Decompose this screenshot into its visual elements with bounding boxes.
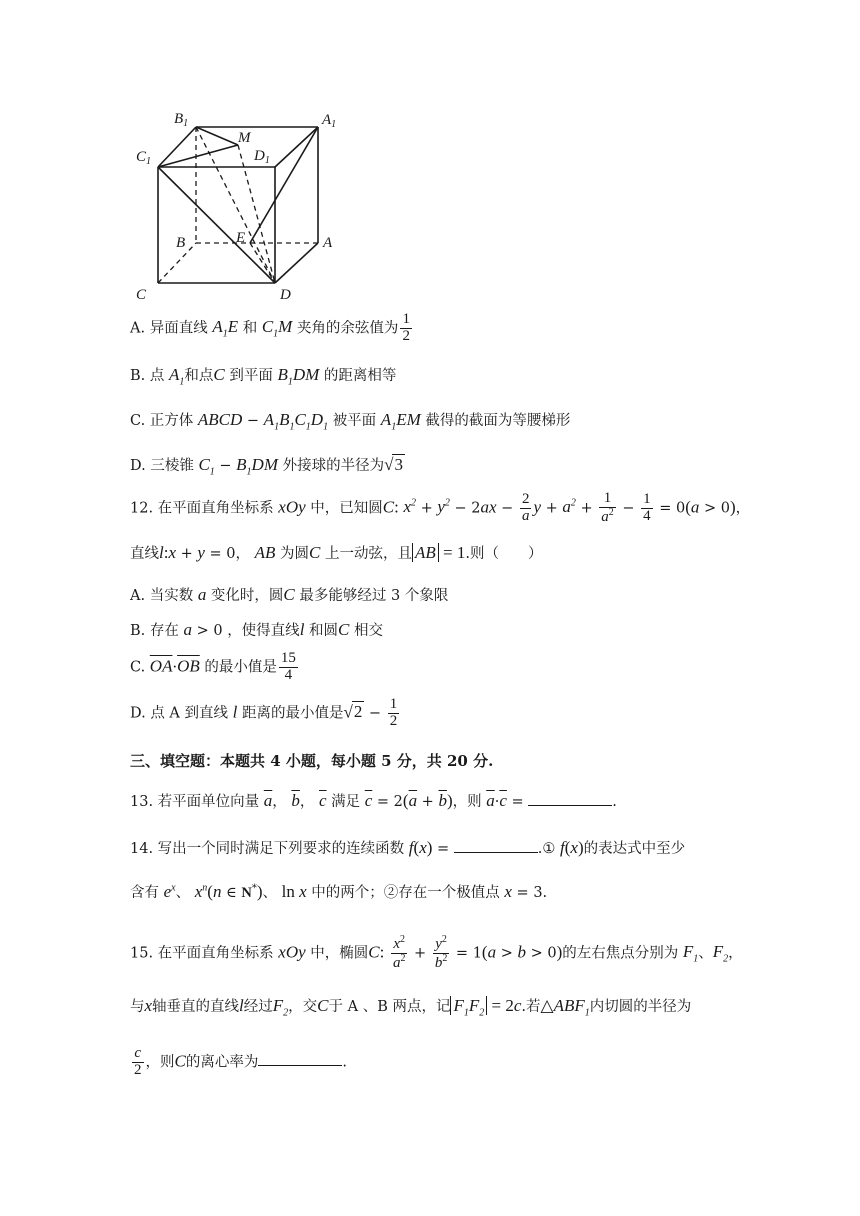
q11-option-a: A. 异面直线 $A_1E$ 和 $C_1M$ 夹角的余弦值为 $\frac{1}{2}$ <box>130 311 410 344</box>
q15-answer-blank <box>258 1051 342 1066</box>
q11-option-b: B. 点 $A_1$和点C 到平面 $B_1DM$ 的距离相等 <box>130 365 397 388</box>
q14-line1: 14. 写出一个同时满足下列要求的连续函数 f(x) = .① f(x)的表达式中至少 <box>130 838 686 857</box>
label-a1: $A_1$ <box>322 112 337 130</box>
label-d: D <box>280 287 291 303</box>
label-d1: $D_1$ <box>254 148 270 166</box>
q11-option-c: C. 正方体 ABCD − $A_1B_1C_1D_1$ 被平面 $A_1EM$ 截得的截面为等腰梯形 <box>130 410 571 433</box>
label-c: C <box>136 287 147 303</box>
label-b1: $B_1$ <box>174 111 189 129</box>
q12-stem-line1: 12. 在平面直角坐标系 xOy 中，已知圆C: $x^2 + y^2 - 2ax$ − $\frac{2}{a}$ $y + a^2$ + $\frac{1}{a^2}$ − $\frac{1}{4}$ = 0(a > 0)， <box>130 490 751 525</box>
q11-option-d: D. 三棱锥 $C_1 - B_1DM$ 外接球的半径为√3 <box>130 455 403 478</box>
q15-line2: 与x轴垂直的直线l经过$F_2$，交C于 A 、B 两点，记 $F_1F_2 = 2c$.若$\triangle ABF_1$内切圆的半径为 <box>130 996 692 1019</box>
label-a: A <box>323 235 333 251</box>
q13-answer-blank <box>528 791 612 806</box>
seg-b1-m <box>196 127 238 145</box>
q14-answer-blank <box>454 838 538 853</box>
q12-option-d: D. 点 A 到直线 l 距离的最小值是√2 − $\frac{1}{2}$ <box>130 696 398 729</box>
label-m: M <box>238 130 251 146</box>
seg-c1-m <box>158 145 238 167</box>
q15-line3: $\frac{c}{2}$ ，则C的离心率为 . <box>134 1045 347 1078</box>
q15-line1: 15. 在平面直角坐标系 xOy 中，椭圆C: $\frac{x^2}{a^2}$ + $\frac{y^2}{b^2}$ = 1(a > b > 0)的左右焦点分别为 $F_1$、$F_2$， <box>130 934 743 971</box>
cube-figure <box>130 105 360 305</box>
q14-line2: 含有 $e^x$、 $x^n(n$ ∈ N*)、 ln x 中的两个；②存在一个极值点 x = 3. <box>130 882 548 901</box>
section-title: 三、填空题：本题共 4 小题，每小题 5 分，共 20 分. <box>130 752 494 770</box>
edge-d-a <box>275 243 318 283</box>
q12-option-b: B. 存在 a > 0 ，使得直线l 和圆C 相交 <box>130 620 383 639</box>
edge-d1-a1 <box>275 127 318 167</box>
q12-option-c: C. $\overline{OA}\cdot\overline{OB}$ 的最小值是 $\frac{15}{4}$ <box>130 650 296 683</box>
q12-option-a: A. 当实数 a 变化时，圆C 最多能够经过 3 个象限 <box>130 585 449 604</box>
label-e: E <box>236 230 246 246</box>
seg-c1-d <box>158 167 275 283</box>
q13: 13. 若平面单位向量 $\overline{a}$， $\overline{b}$， $\overline{c}$ 满足 $\overline{c} = 2(\overline{a} + \overline{b})$，则 $\overline{a}\cdot\overline{c}$ = . <box>130 791 617 810</box>
label-c1: $C_1$ <box>136 149 152 167</box>
label-b: B <box>176 235 186 251</box>
q12-stem-line2: 直线l:x + y = 0， AB 为圆C 上一动弦，且 AB = 1.则（ ） <box>130 543 543 562</box>
